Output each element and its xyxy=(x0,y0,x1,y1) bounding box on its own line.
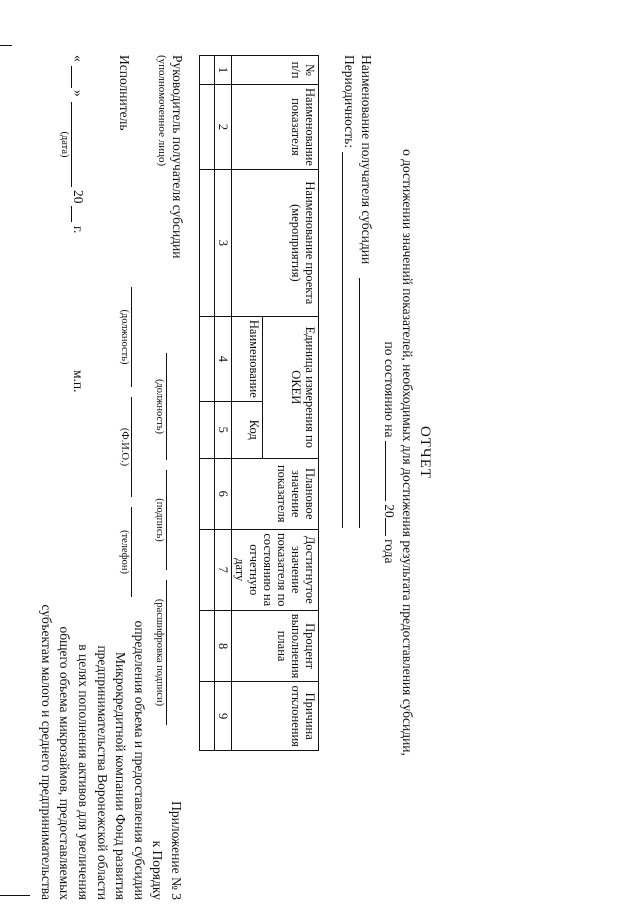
head-label: Руководитель получателя субсидии xyxy=(170,55,185,259)
appendix-line: в целях пополнения активов для увеличения xyxy=(76,644,92,900)
head-position-line[interactable] xyxy=(166,353,167,460)
table-cell[interactable] xyxy=(200,682,215,750)
table-cell[interactable] xyxy=(200,85,215,170)
date-day-line[interactable] xyxy=(71,66,72,88)
column-number: 1 xyxy=(215,56,232,85)
column-number: 2 xyxy=(215,85,232,170)
header-indicator: Наименование показателя xyxy=(232,85,319,170)
page-edge-mark xyxy=(0,45,12,46)
date-caption: (дата) xyxy=(59,131,70,158)
date-year-suffix: г. xyxy=(71,226,86,234)
head-sublabel: (уполномоченное лицо) xyxy=(156,55,168,167)
head-decoding-line[interactable] xyxy=(166,580,167,725)
head-decoding-caption: (расшифровка подписи) xyxy=(154,598,165,707)
header-percent: Процент выполнения плана xyxy=(232,610,319,682)
column-number: 5 xyxy=(215,401,232,458)
column-number: 8 xyxy=(215,610,232,682)
year-prefix: 20 xyxy=(382,504,397,518)
as-of-label: по состоянию на xyxy=(382,341,397,438)
executor-fio-line[interactable] xyxy=(131,397,132,497)
appendix-line: предпринимательства Воронежской области xyxy=(94,645,110,900)
report-title: ОТЧЕТ xyxy=(417,425,433,480)
appendix-line: общего объема микрозаймов, предоставляемых xyxy=(57,626,73,900)
report-subtitle xyxy=(380,0,416,905)
header-unit-name: Наименование xyxy=(232,316,263,401)
date-year-line[interactable] xyxy=(71,206,72,222)
executor-label: Исполнитель xyxy=(117,55,132,131)
header-deviation: Причина отклонения xyxy=(232,682,319,750)
table-cell[interactable] xyxy=(200,401,215,458)
head-signature-caption: (подпись) xyxy=(154,498,165,542)
header-achieved: Достигнутое значение показателя по состоянию на отчетную дату xyxy=(232,529,319,610)
date-blank[interactable] xyxy=(385,441,398,501)
column-number: 4 xyxy=(215,316,232,401)
executor-fio-caption: (Ф.И.О.) xyxy=(119,427,130,467)
head-signature-line[interactable] xyxy=(166,470,167,570)
table-cell[interactable] xyxy=(200,169,215,316)
column-number: 3 xyxy=(215,169,232,316)
executor-phone-line[interactable] xyxy=(131,507,132,597)
recipient-field[interactable] xyxy=(359,278,360,528)
date-open-quote: « xyxy=(71,55,86,62)
executor-position-line[interactable] xyxy=(131,287,132,387)
appendix-line: субъектам малого и среднего предпринимательства xyxy=(38,604,54,900)
page-edge-mark xyxy=(0,895,30,896)
appendix-line: Микрокредитной компании Фонд развития xyxy=(113,651,129,900)
report-subtitle-date-line xyxy=(380,0,398,905)
header-unit-group: Единица измерения по ОКЕИ xyxy=(262,316,318,458)
appendix-line: определения объема и предоставления субсидии xyxy=(131,620,147,900)
periodicity-field[interactable] xyxy=(342,152,343,528)
year-suffix: года xyxy=(382,539,397,564)
periodicity-label: Периодичность: xyxy=(342,55,357,149)
column-number: 9 xyxy=(215,682,232,750)
table-cell[interactable] xyxy=(200,316,215,401)
date-close-quote: » xyxy=(71,90,86,97)
appendix-line: Приложение № 3 xyxy=(169,801,184,900)
report-table xyxy=(199,55,319,751)
table-cell[interactable] xyxy=(200,458,215,529)
header-project: Наименование проекта (мероприятия) xyxy=(232,169,319,316)
column-number: 6 xyxy=(215,458,232,529)
executor-position-caption: (должность) xyxy=(119,309,130,365)
year-blank[interactable] xyxy=(385,518,398,536)
head-position-caption: (должность) xyxy=(154,378,165,435)
report-subtitle-line: о достижении значений показателей, необходимых для достижения результата предоставления субсидии, xyxy=(400,149,415,756)
header-no: № п/п xyxy=(232,56,319,85)
executor-phone-caption: (телефон) xyxy=(119,530,130,574)
header-unit-code: Код xyxy=(232,401,263,458)
column-number: 7 xyxy=(215,529,232,610)
recipient-label: Наименование получателя субсидии xyxy=(359,55,374,265)
date-month-line[interactable] xyxy=(71,102,72,187)
appendix-line: к Порядку xyxy=(150,840,166,900)
date-year-prefix: 20 xyxy=(71,190,86,204)
table-cell[interactable] xyxy=(200,56,215,85)
header-planned: Плановое значение показателя xyxy=(232,458,319,529)
table-cell[interactable] xyxy=(200,529,215,610)
table-cell[interactable] xyxy=(200,610,215,682)
stamp-mark: м.п. xyxy=(71,370,86,393)
